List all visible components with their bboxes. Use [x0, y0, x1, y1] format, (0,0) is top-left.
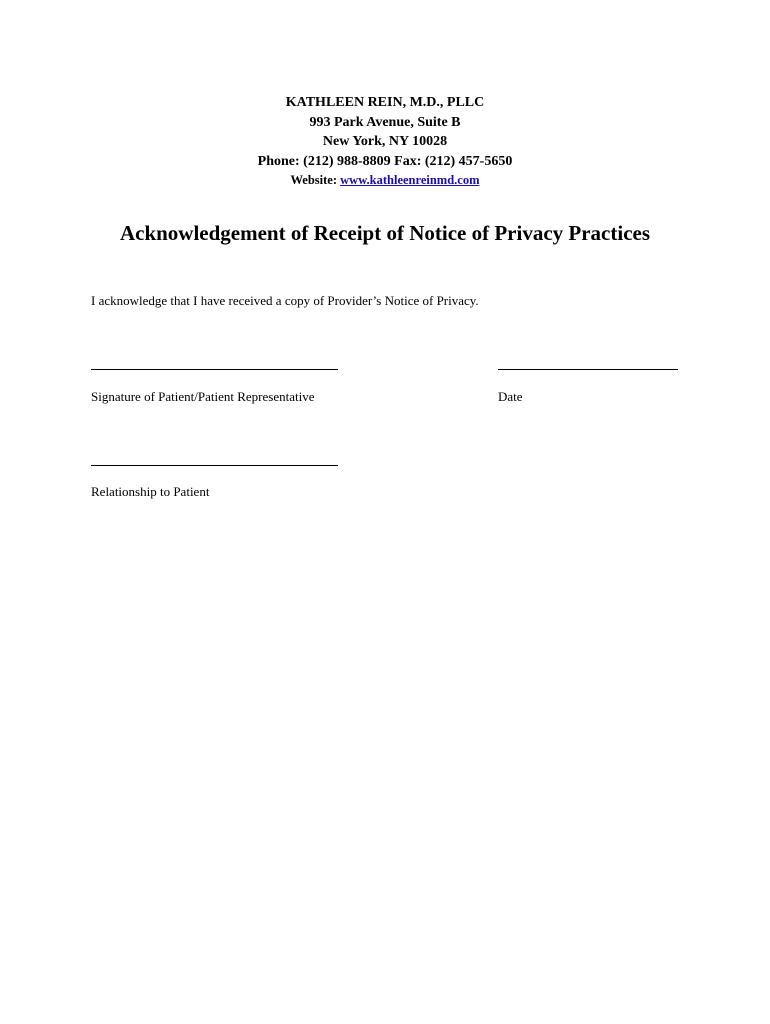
signature-label: Signature of Patient/Patient Representative [91, 389, 315, 404]
signature-line[interactable] [91, 369, 338, 370]
practice-address: 993 Park Avenue, Suite B [309, 114, 461, 130]
document-title: Acknowledgement of Receipt of Notice of Privacy Practices [119, 221, 651, 245]
relationship-label: Relationship to Patient [91, 484, 210, 499]
relationship-line[interactable] [91, 465, 338, 466]
acknowledgement-statement: I acknowledge that I have received a copy of Provider’s Notice of Privacy. [91, 293, 479, 308]
date-line[interactable] [498, 369, 678, 370]
website-link[interactable]: www.kathleenreinmd.com [340, 173, 480, 187]
letterhead [0, 93, 770, 191]
website-label: Website: [290, 173, 338, 187]
practice-name: KATHLEEN REIN, M.D., PLLC [285, 95, 485, 110]
practice-phone-fax: Phone: (212) 988-8809 Fax: (212) 457-5650 [257, 153, 513, 169]
date-label: Date [498, 389, 523, 404]
practice-city: New York, NY 10028 [322, 134, 448, 149]
practice-website [0, 171, 770, 191]
